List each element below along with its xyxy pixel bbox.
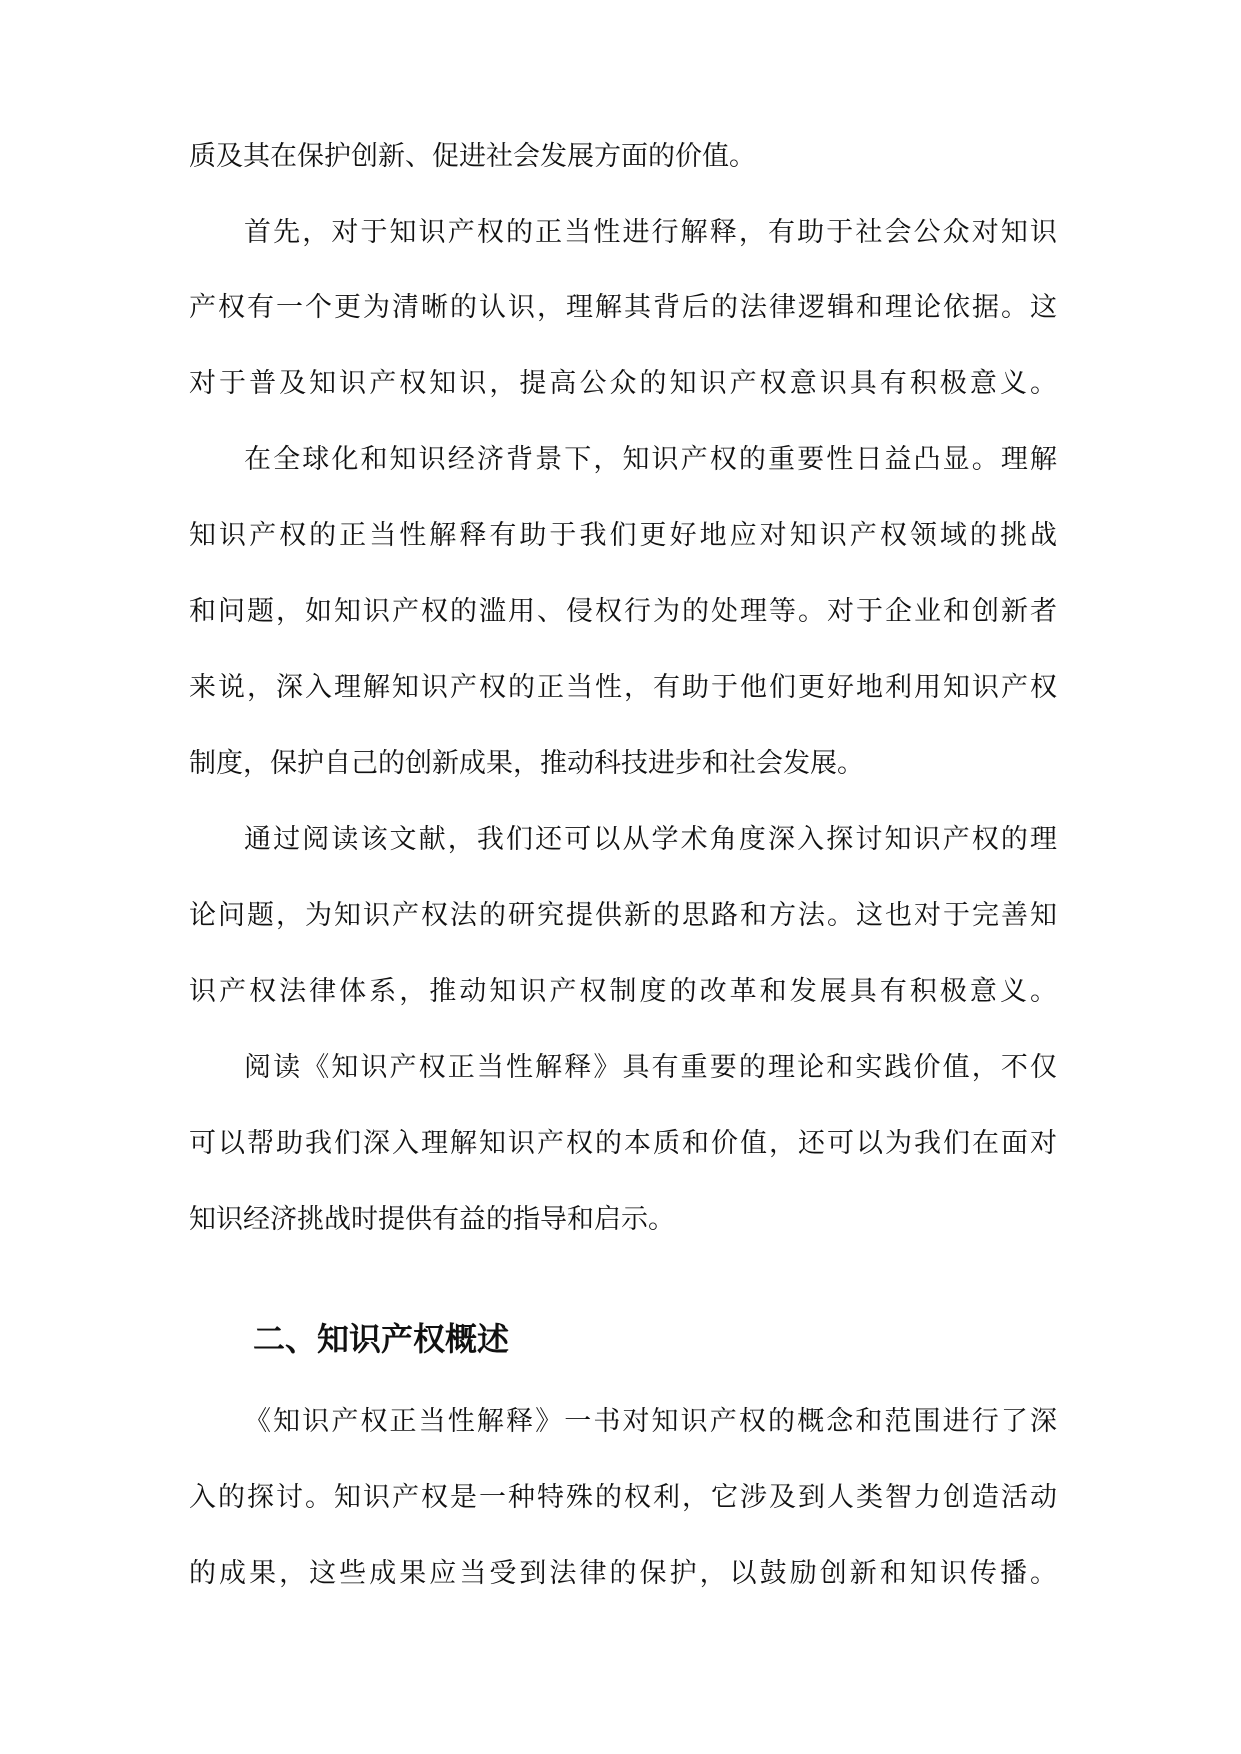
text-line: 识产权法律体系，推动知识产权制度的改革和发展具有积极意义。 (189, 976, 1057, 1007)
paragraph-first-line: 《知识产权正当性解释》一书对知识产权的概念和范围进行了深 (244, 1406, 1057, 1437)
text-line: 知识产权的正当性解释有助于我们更好地应对知识产权领域的挑战 (189, 520, 1057, 551)
text-line: 入的探讨。知识产权是一种特殊的权利，它涉及到人类智力创造活动 (189, 1482, 1057, 1513)
text-line: 产权有一个更为清晰的认识，理解其背后的法律逻辑和理论依据。这 (189, 292, 1057, 323)
paragraph-first-line: 在全球化和知识经济背景下，知识产权的重要性日益凸显。理解 (244, 444, 1057, 475)
text-line: 和问题，如知识产权的滥用、侵权行为的处理等。对于企业和创新者 (189, 596, 1057, 627)
paragraph-first-line: 阅读《知识产权正当性解释》具有重要的理论和实践价值，不仅 (244, 1052, 1057, 1083)
text-line: 可以帮助我们深入理解知识产权的本质和价值，还可以为我们在面对 (189, 1128, 1057, 1159)
text-line: 制度，保护自己的创新成果，推动科技进步和社会发展。 (189, 748, 864, 779)
text-line: 的成果，这些成果应当受到法律的保护，以鼓励创新和知识传播。 (189, 1558, 1057, 1589)
text-line: 质及其在保护创新、促进社会发展方面的价值。 (189, 141, 756, 172)
text-line: 对于普及知识产权知识，提高公众的知识产权意识具有积极意义。 (189, 368, 1057, 399)
text-line: 论问题，为知识产权法的研究提供新的思路和方法。这也对于完善知 (189, 900, 1057, 931)
text-line: 来说，深入理解知识产权的正当性，有助于他们更好地利用知识产权 (189, 672, 1057, 703)
paragraph-first-line: 通过阅读该文献，我们还可以从学术角度深入探讨知识产权的理 (244, 824, 1057, 855)
text-line: 知识经济挑战时提供有益的指导和启示。 (189, 1204, 675, 1235)
paragraph-first-line: 首先，对于知识产权的正当性进行解释，有助于社会公众对知识 (244, 217, 1057, 248)
section-heading: 二、知识产权概述 (253, 1320, 510, 1358)
